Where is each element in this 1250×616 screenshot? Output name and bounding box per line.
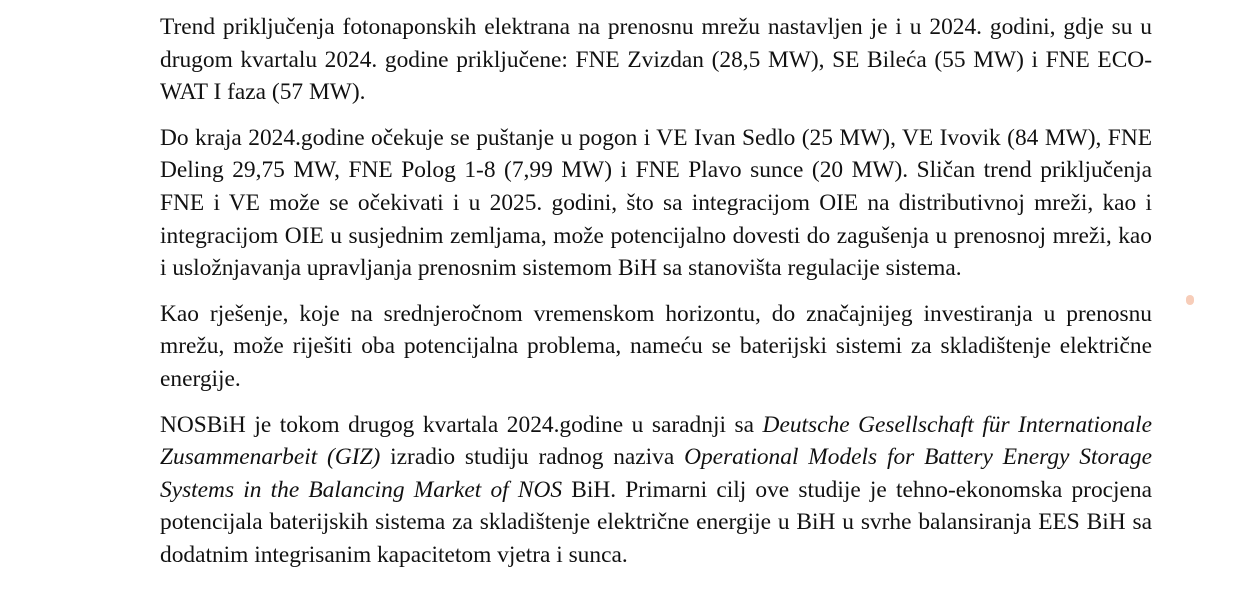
paragraph-giz-study [160, 409, 1152, 572]
giz-study-text-3: BiH. Primarni cilj ove studije je tehno-ekonomska procjena potencijala baterijskih sistema za skladištenje električne energije u BiH u svrhe balansiranja EES BiH sa dodatnim integrisanim kapacitetom vjetra i sunca. [160, 476, 1152, 568]
scroll-indicator[interactable] [1186, 295, 1194, 305]
giz-organization-name: Deutsche Gesellschaft für Internationale Zusammenarbeit (GIZ) [160, 411, 1152, 471]
paragraph-battery-solution: Kao rješenje, koje na srednjeročnom vremenskom horizontu, do značajnijeg investiranja u prenosnu mrežu, može riješiti oba potencijalna problema, nameću se baterijski sistemi za skladištenje električne energije. [160, 300, 1152, 392]
giz-study-text-2: izradio studiju radnog naziva [380, 444, 685, 471]
document-body [160, 11, 1152, 572]
paragraph-pv-connection-trend: Trend priključenja fotonaponskih elektrana na prenosnu mrežu nastavljen je i u 2024. godini, gdje su u drugom kvartalu 2024. godine priključene: FNE Zvizdan (28,5 MW), SE Bileća (55 MW) i FNE ECO-WAT I faza (57 MW). [160, 14, 1152, 106]
study-working-title: Operational Models for Battery Energy Storage Systems in the Balancing Market of NOS [160, 444, 1153, 503]
giz-study-text-1: NOSBiH je tokom drugog kvartala 2024.godine u saradnji sa [160, 411, 763, 438]
paragraph-planned-commissioning: Do kraja 2024.godine očekuje se puštanje u pogon i VE Ivan Sedlo (25 MW), VE Ivovik (84 MW), FNE Deling 29,75 MW, FNE Polog 1-8 (7,99 MW) i FNE Plavo sunce (20 MW). Sličan trend priključenja FNE i VE može se očekivati i u 2025. godini, što sa integracijom OIE na distributivnoj mreži, kao i integracijom OIE u susjednim zemljama, može potencijalno dovesti do zagušenja u prenosnoj mreži, kao i usložnjavanja upravljanja prenosnim sistemom BiH sa stanovišta regulacije sistema. [160, 124, 1152, 282]
